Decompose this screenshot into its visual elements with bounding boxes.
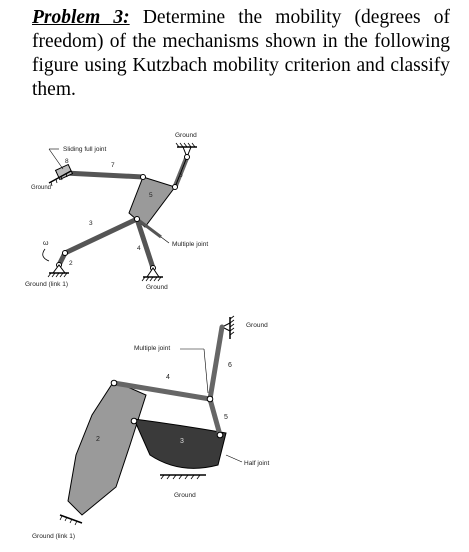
- fig2-link-5-label: 5: [224, 414, 228, 421]
- link-3: [65, 219, 137, 253]
- fig2-link-5: [210, 399, 220, 435]
- fig2-multiple-joint-label: Multiple joint: [134, 345, 171, 352]
- fig2-link-3-label: 3: [180, 438, 184, 445]
- fig1-link-3-label: 3: [89, 220, 93, 227]
- fig1-ground-left-label: Ground: [31, 185, 52, 191]
- problem-label: Problem 3:: [32, 7, 130, 28]
- fig1-ground-link1-label: Ground (link 1): [25, 281, 68, 288]
- problem-statement: [32, 6, 450, 102]
- link-7: [65, 173, 143, 177]
- fig2-link-6: [210, 327, 222, 399]
- fig1-ground-bottom-label: Ground: [146, 284, 168, 291]
- ground-crank-symbol: [48, 265, 69, 277]
- fig1-omega-label: ω: [43, 240, 49, 247]
- fig1-link-2-label: 2: [69, 260, 73, 267]
- fig2-ground-bottom-symbol: [160, 475, 206, 479]
- fig1-ground-top-label: Ground: [175, 132, 197, 139]
- fig1-sliding-joint-label: Sliding full joint: [63, 146, 107, 153]
- fig2-ground-bottom-label: Ground: [174, 492, 196, 499]
- fig2-ground-link1-symbol: [60, 515, 82, 525]
- omega-arrow: [43, 249, 49, 261]
- fig2-link-6-label: 6: [228, 362, 232, 369]
- fig2-ground-top-label: Ground: [246, 322, 268, 329]
- fig2-half-joint-label: Half joint: [244, 460, 270, 467]
- problem-body: Determine the mobility (degrees of freedom) of the mechanisms shown in the following figure using Kutzbach mobility criterion and classify them.: [32, 7, 450, 100]
- fig1-link-5-label: 5: [149, 192, 153, 199]
- ground-link4-symbol: [142, 268, 163, 281]
- fig1-link-4-label: 4: [137, 245, 141, 252]
- figure-2-mechanism: [30, 315, 290, 547]
- fig2-link-2-plate: [68, 381, 146, 515]
- fig1-link-8-label: 8: [65, 158, 69, 165]
- fig1-link-7-label: 7: [111, 162, 115, 169]
- fig2-ground-link1-label: Ground (link 1): [32, 533, 75, 540]
- figure-1-mechanism: [25, 125, 255, 295]
- fig2-link-2-label: 2: [96, 436, 100, 443]
- fig1-multiple-joint-label: Multiple joint: [172, 241, 209, 248]
- fig2-link-4-label: 4: [166, 374, 170, 381]
- fig1-link-6-label: 6: [179, 172, 183, 179]
